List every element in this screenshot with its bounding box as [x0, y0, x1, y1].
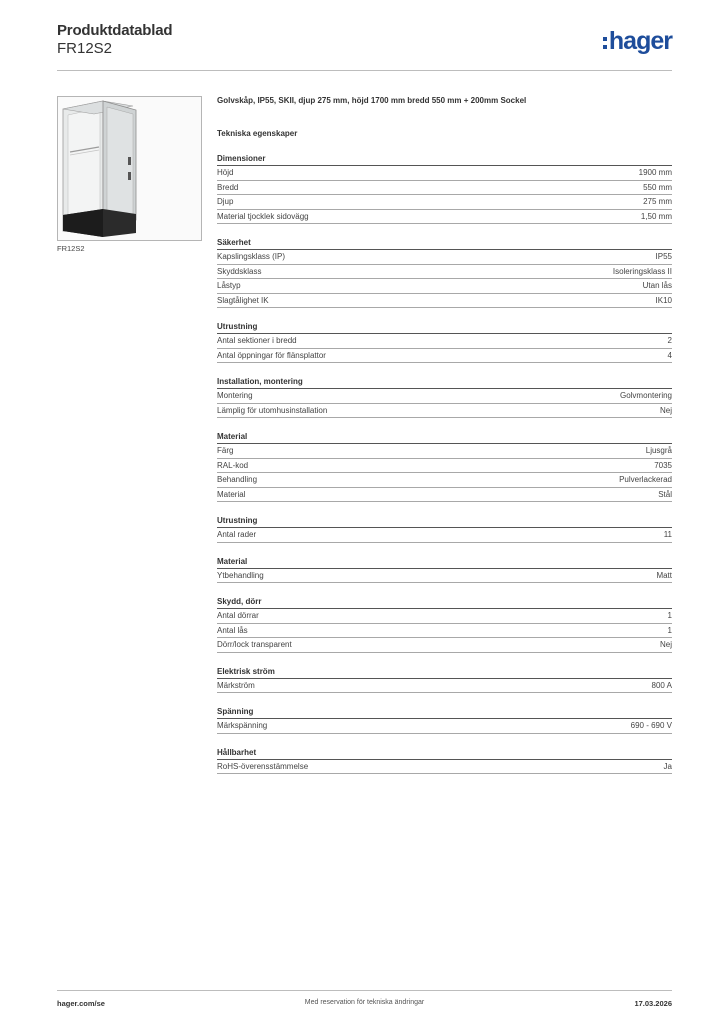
spec-value: 550 mm: [643, 182, 672, 192]
page-header: [57, 20, 672, 71]
spec-label: Bredd: [217, 182, 239, 192]
spec-row: [217, 250, 672, 265]
footer-date: 17.03.2026: [634, 999, 672, 1008]
spec-section: [217, 666, 672, 694]
spec-row: [217, 609, 672, 624]
spec-label: Höjd: [217, 168, 234, 177]
spec-row: [217, 760, 672, 775]
spec-section: [217, 376, 672, 418]
section-title: Säkerhet: [217, 237, 672, 250]
spec-label: Material tjocklek sidovägg: [217, 211, 309, 221]
spec-row: [217, 166, 672, 181]
spec-label: Dörr/lock transparent: [217, 640, 292, 649]
section-title: Elektrisk ström: [217, 666, 672, 679]
section-title: Spänning: [217, 706, 672, 719]
section-title: Hållbarhet: [217, 747, 672, 760]
spec-label: Behandling: [217, 475, 258, 484]
spec-row: [217, 334, 672, 349]
spec-row: [217, 488, 672, 503]
spec-row: [217, 181, 672, 196]
spec-row: [217, 719, 672, 734]
spec-value: Golvmontering: [619, 391, 672, 400]
spec-row: [217, 279, 672, 294]
spec-section: [217, 431, 672, 502]
spec-label: Låstyp: [217, 281, 241, 290]
spec-label: RAL-kod: [217, 460, 249, 470]
spec-label: Antal dörrar: [217, 611, 259, 620]
spec-section: [217, 153, 672, 224]
spec-section: [217, 596, 672, 653]
spec-value: 7035: [654, 460, 672, 470]
spec-label: Skyddsklass: [217, 266, 262, 276]
spec-section: [217, 515, 672, 543]
spec-value: 1: [667, 625, 672, 635]
product-image: [57, 96, 202, 241]
section-title: Material: [217, 431, 672, 444]
spec-row: [217, 569, 672, 584]
spec-value: Isoleringsklass II: [612, 266, 672, 276]
section-title: Utrustning: [217, 321, 672, 334]
spec-label: Material: [217, 489, 246, 499]
spec-value: Ljusgrå: [645, 446, 672, 455]
section-title: Skydd, dörr: [217, 596, 672, 609]
spec-row: [217, 349, 672, 364]
spec-label: RoHS-överensstämmelse: [217, 761, 309, 771]
spec-row: [217, 195, 672, 210]
document-title: Produktdatablad: [57, 22, 173, 39]
technical-properties-heading: Tekniska egenskaper: [217, 129, 298, 138]
spec-value: 11: [663, 530, 672, 539]
spec-row: [217, 624, 672, 639]
logo-mark-icon: [603, 37, 607, 49]
section-title: Material: [217, 556, 672, 569]
section-title: Utrustning: [217, 515, 672, 528]
product-description: Golvskåp, IP55, SKII, djup 275 mm, höjd 1700 mm bredd 550 mm + 200mm Sockel: [217, 96, 527, 105]
spec-label: Färg: [217, 446, 234, 455]
spec-value: 1,50 mm: [640, 211, 672, 221]
spec-label: Kapslingsklass (IP): [217, 252, 286, 261]
spec-section: [217, 321, 672, 363]
spec-value: Utan lås: [642, 281, 672, 290]
spec-label: Märkström: [217, 680, 255, 690]
spec-value: Ja: [663, 761, 672, 771]
spec-row: [217, 404, 672, 419]
spec-value: 1900 mm: [638, 168, 672, 177]
spec-section: [217, 706, 672, 734]
spec-value: Matt: [656, 570, 672, 580]
spec-value: Pulverlackerad: [619, 475, 672, 484]
spec-section: [217, 747, 672, 775]
spec-label: Antal sektioner i bredd: [217, 336, 297, 345]
spec-label: Ytbehandling: [217, 570, 264, 580]
spec-label: Lämplig för utomhusinstallation: [217, 405, 328, 415]
spec-row: [217, 210, 672, 225]
spec-row: [217, 265, 672, 280]
footer-disclaimer: Med reservation för tekniska ändringar: [304, 999, 425, 1006]
logo-text: hager: [608, 27, 672, 55]
spec-row: [217, 473, 672, 488]
product-code: FR12S2: [57, 40, 113, 57]
spec-value: 1: [667, 611, 672, 620]
spec-label: Antal lås: [217, 625, 248, 635]
hager-logo: [603, 28, 672, 54]
spec-label: Antal öppningar för flänsplattor: [217, 350, 326, 360]
spec-row: [217, 294, 672, 309]
spec-value: 800 A: [651, 680, 672, 690]
spec-row: [217, 444, 672, 459]
spec-value: Stål: [658, 489, 672, 499]
spec-value: Nej: [659, 640, 672, 649]
spec-row: [217, 528, 672, 543]
spec-row: [217, 679, 672, 694]
spec-label: Antal rader: [217, 530, 257, 539]
image-caption: FR12S2: [57, 244, 85, 253]
page-footer: [57, 990, 672, 1021]
product-details: [217, 94, 672, 774]
spec-value: 4: [667, 350, 672, 360]
spec-label: Märkspänning: [217, 721, 268, 730]
spec-value: 690 - 690 V: [630, 721, 672, 730]
footer-website: hager.com/se: [57, 999, 105, 1008]
spec-sections: [217, 153, 672, 774]
spec-value: IP55: [655, 252, 672, 261]
spec-value: 275 mm: [643, 197, 672, 206]
spec-label: Djup: [217, 197, 234, 206]
spec-value: IK10: [655, 295, 672, 305]
spec-section: [217, 556, 672, 584]
spec-value: 2: [667, 336, 672, 345]
spec-label: Slagtålighet IK: [217, 295, 269, 305]
section-title: Installation, montering: [217, 376, 672, 389]
spec-section: [217, 237, 672, 308]
spec-row: [217, 389, 672, 404]
floor-cabinet-illustration: [58, 97, 201, 240]
spec-label: Montering: [217, 391, 253, 400]
spec-row: [217, 459, 672, 474]
section-title: Dimensioner: [217, 153, 672, 166]
spec-value: Nej: [659, 405, 672, 415]
spec-row: [217, 638, 672, 653]
